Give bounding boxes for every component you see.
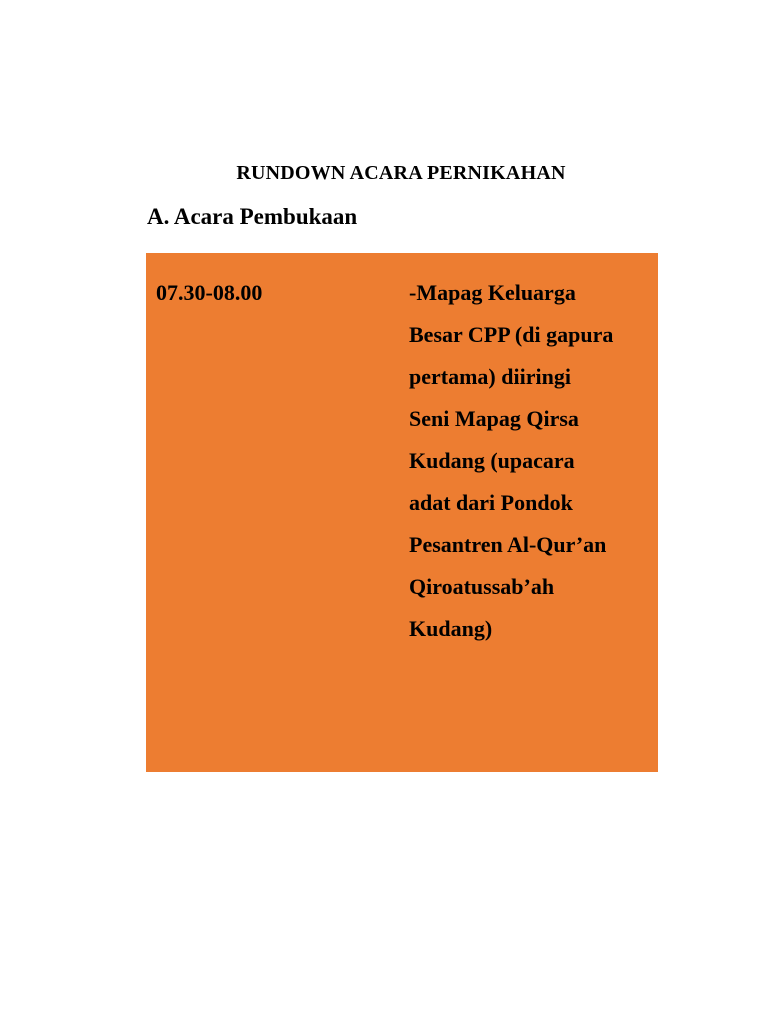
page-title: RUNDOWN ACARA PERNIKAHAN	[236, 162, 566, 184]
section-heading: A. Acara Pembukaan	[147, 204, 358, 229]
activity-line: pertama) diiringi	[409, 364, 571, 389]
activity-line: Pesantren Al-Qur’an	[409, 532, 607, 557]
activity-line: -Mapag Keluarga	[409, 280, 576, 305]
activity-line: Kudang (upacara	[409, 448, 575, 473]
activity-line: Kudang)	[409, 616, 493, 641]
schedule-activity	[409, 272, 654, 650]
activity-line: Seni Mapag Qirsa	[409, 406, 579, 431]
activity-line: Besar CPP (di gapura	[409, 322, 614, 347]
activity-line: adat dari Pondok	[409, 490, 573, 515]
schedule-block	[146, 253, 658, 772]
activity-line: Qiroatussab’ah	[409, 574, 555, 599]
schedule-time: 07.30-08.00	[156, 280, 263, 305]
